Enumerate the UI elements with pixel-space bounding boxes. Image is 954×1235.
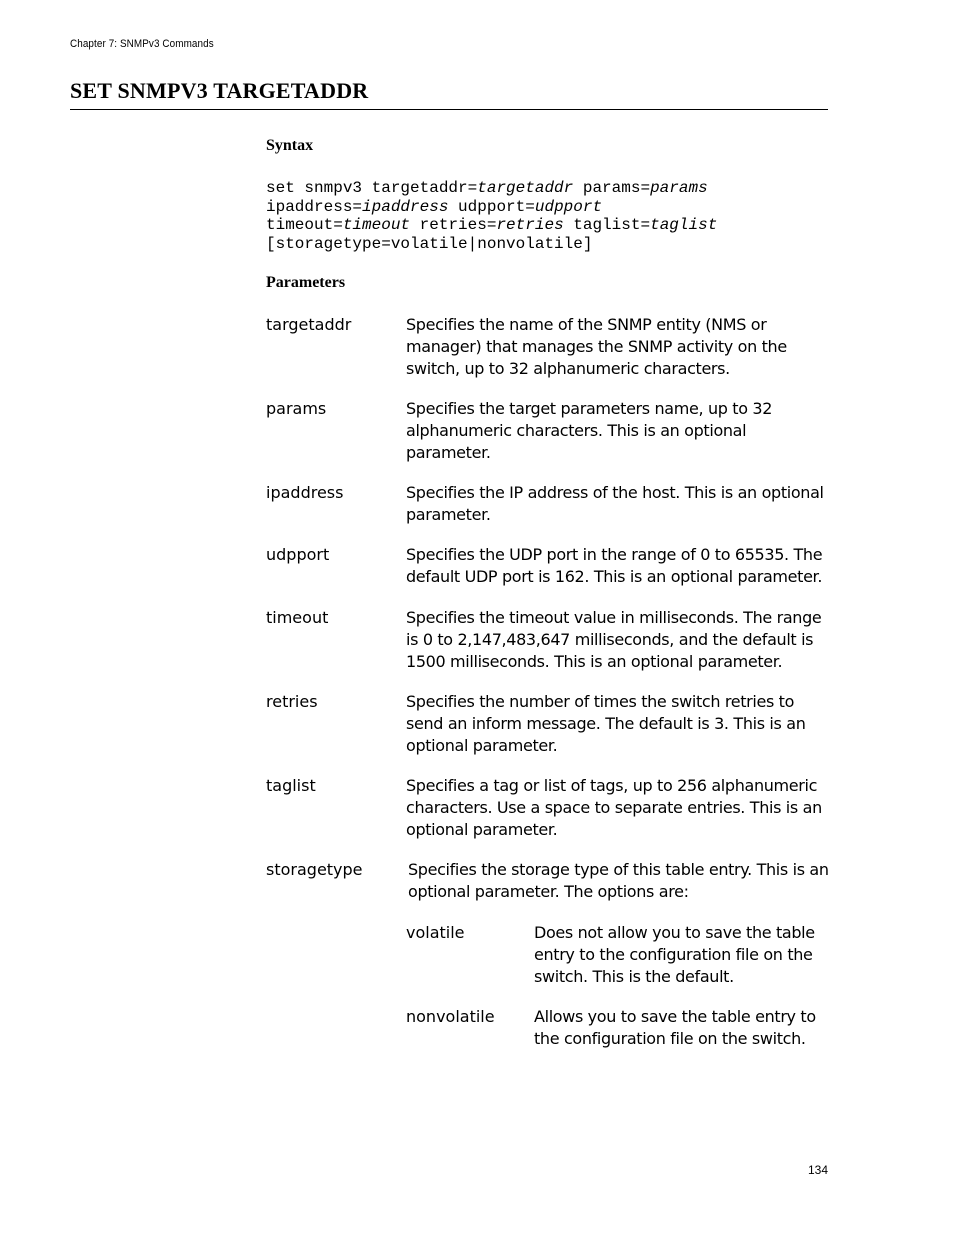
param-name-ipaddress: ipaddress [266,483,344,502]
syntax-literal: params= [573,179,651,197]
option-name-nonvolatile: nonvolatile [406,1007,495,1026]
syntax-line [266,179,717,198]
option-desc-volatile: Does not allow you to save the table entry to the configuration file on the switch. This is the default. [534,923,815,986]
option-desc-nonvolatile: Allows you to save the table entry to the configuration file on the switch. [534,1007,816,1048]
syntax-line [266,198,717,217]
param-name-targetaddr: targetaddr [266,315,352,334]
param-desc-ipaddress: Specifies the IP address of the host. This is an optional parameter. [406,483,824,524]
param-name-params: params [266,399,327,418]
param-name-storagetype: storagetype [266,860,363,879]
syntax-placeholder: taglist [650,216,718,234]
parameters-heading: Parameters [266,274,346,291]
syntax-placeholder: targetaddr [477,179,574,197]
syntax-literal: set snmpv3 targetaddr= [266,179,478,197]
param-name-udpport: udpport [266,545,330,564]
syntax-literal: taglist= [563,216,651,234]
page-title: SET SNMPV3 TARGETADDR [70,78,369,103]
param-desc-retries: Specifies the number of times the switch retries to send an inform message. The default is 3. This is an optional parameter. [406,692,806,755]
param-desc-storagetype: Specifies the storage type of this table entry. This is an optional parameter. The options are: [408,860,829,901]
syntax-placeholder: ipaddress [362,197,449,216]
syntax-literal: [storagetype=volatile|nonvolatile] [266,234,593,253]
syntax-placeholder: timeout [342,216,411,234]
param-desc-targetaddr: Specifies the name of the SNMP entity (NMS or manager) that manages the SNMP activity on the switch, up to 32 alphanumeric characters. [406,315,787,378]
param-name-retries: retries [266,692,318,711]
syntax-literal: ipaddress= [266,197,363,216]
param-desc-params: Specifies the target parameters name, up to 32 alphanumeric characters. This is an optional parameter. [406,399,773,462]
syntax-block [266,179,717,253]
syntax-literal: udpport= [448,197,535,216]
syntax-placeholder: params [650,179,708,197]
syntax-literal: retries= [410,216,497,234]
param-desc-udpport: Specifies the UDP port in the range of 0 to 65535. The default UDP port is 162. This is an optional parameter. [406,545,823,586]
param-name-taglist: taglist [266,776,316,795]
syntax-placeholder: udpport [534,197,603,216]
title-rule [70,109,828,110]
syntax-placeholder: retries [496,216,564,234]
syntax-line [266,216,717,235]
option-name-volatile: volatile [406,923,465,942]
syntax-heading: Syntax [266,137,314,154]
page-number: 134 [808,1163,829,1177]
chapter-header: Chapter 7: SNMPv3 Commands [70,38,214,50]
param-desc-timeout: Specifies the timeout value in milliseconds. The range is 0 to 2,147,483,647 milliseconds, and the default is 1500 milliseconds. This is an optional parameter. [406,608,822,671]
syntax-line [266,235,717,254]
param-desc-taglist: Specifies a tag or list of tags, up to 256 alphanumeric characters. Use a space to separate entries. This is an optional parameter. [406,776,822,839]
syntax-literal: timeout= [266,216,343,234]
param-name-timeout: timeout [266,608,329,627]
